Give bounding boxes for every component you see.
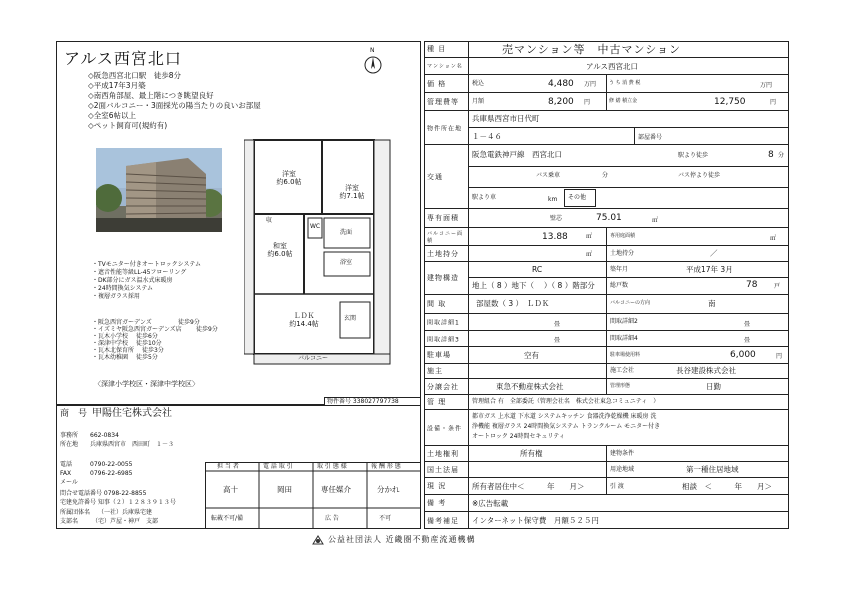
- row-structure: 建物構造 RC 地上（ 8 ）地下（ ）（ 8 ）階部分 築年月 平成17年 3月 総戸数 78 戸: [424, 262, 789, 295]
- land-share: ／: [710, 249, 718, 258]
- branch-name: （宅）芦屋・神戸 支部: [92, 518, 159, 525]
- nearby-4-dist: 徒歩10分: [136, 340, 162, 347]
- staff-header-1: 担 当 者: [217, 463, 239, 470]
- row-detail-1: 間取詳細1 畳 間取詳細2 畳: [424, 314, 789, 331]
- equipment-line-1: 都市ガス 上水道 下水道 システムキッチン 食器洗浄乾燥機 床暖房 洗: [472, 413, 657, 420]
- nearby-3-name: ・瓦木小学校: [92, 333, 129, 340]
- row-land-right: 土地持分 ㎡ 土地持分 ／: [424, 246, 789, 262]
- nearby-1-name: ・阪急西宮ガーデンズ: [92, 319, 152, 326]
- company-name-label: 商 号: [60, 409, 88, 419]
- nearby-2-dist: 徒歩9分: [196, 326, 218, 333]
- company-name: 甲陽住宅株式会社: [92, 408, 172, 419]
- room-balcony: バルコニー: [298, 355, 329, 362]
- parking: 空有: [524, 351, 539, 360]
- remarks-supplement: インターネット保守費 月額５２５円: [472, 516, 599, 525]
- staff-footer-1: 転載不可/備: [211, 515, 244, 522]
- feature-6: ◇ペット飼育可(規約有): [88, 121, 168, 130]
- row-area: 専有面積 壁芯 75.01 ㎡: [424, 209, 789, 228]
- nearby-1-dist: 徒歩9分: [178, 319, 200, 326]
- staff-value-1: 高十: [223, 485, 238, 494]
- row-land-right-2: 土地権利 所有権 建物条件: [424, 446, 789, 462]
- staff-value-3: 専任媒介: [321, 485, 351, 494]
- nearby-2-name: ・イズミヤ阪急西宮ガーデンズ店: [92, 326, 182, 333]
- nearby-6-name: ・瓦木幼稚園: [92, 354, 129, 361]
- floor-area: 75.01: [596, 213, 622, 223]
- row-equipment: 設備・条件 都市ガス 上水道 下水道 システムキッチン 食器洗浄乾燥機 床暖房 洗 浄機能 複層ガラス 24時間換気システム トランクルーム モニター付き オートロック 24時間セキュリティ: [424, 410, 789, 446]
- current-status: 所有者居住中＜ 年 月＞: [472, 482, 585, 491]
- equipment-line-3: オートロック 24時間セキュリティ: [472, 433, 565, 440]
- office-label: 事務所: [60, 432, 79, 439]
- delivery: 相談 ＜ 年 月＞: [682, 482, 772, 491]
- balcony-direction: 南: [708, 299, 716, 308]
- room-western-2: 洋室 約7.1帖: [339, 184, 365, 201]
- nearby-6-dist: 徒歩5分: [136, 354, 158, 361]
- row-remarks-2: 備考補足 インターネット保守費 月額５２５円: [424, 512, 789, 529]
- staff-footer-3: 広 告: [325, 515, 339, 522]
- row-seller: 分譲会社 東急不動産株式会社 管理形態 日勤: [424, 379, 789, 395]
- layout: 部屋数（ 3 ） ＬＤＫ: [476, 299, 550, 308]
- equipment-4: ・24時間換気システム: [92, 285, 154, 292]
- org-name: （一社）兵庫県宅建: [98, 509, 153, 516]
- license-no: 宅建免許番号 知事（２）１２８３９１３号: [60, 499, 176, 506]
- management-type: 日勤: [706, 382, 721, 391]
- equipment-5: ・複層ガラス採用: [92, 293, 140, 300]
- room-wc: WC: [310, 223, 321, 230]
- feature-2: ◇平成17年3月築: [88, 81, 146, 90]
- row-traffic: 交通 阪急電鉄神戸線 西宮北口 駅より徒歩 8 分 バス乗車 分 バス停より徒歩 駅より車 km その他: [424, 145, 789, 209]
- school-district: 〈深津小学校区・深津中学校区〉: [94, 380, 199, 388]
- staff-value-2: 岡田: [277, 485, 292, 494]
- row-remarks: 備 考 ※広告転載: [424, 495, 789, 512]
- zoning: 第一種住居地域: [686, 465, 739, 474]
- row-zoning: 国土法届 用途地域 第一種住居地域: [424, 462, 789, 478]
- total-units: 78: [746, 280, 758, 290]
- equipment-1: ・TVモニター付きオートロックシステム: [92, 261, 202, 268]
- row-price: 価 格 税込 4,480 万円 う ち 消 費 税 万円: [424, 75, 789, 93]
- postal-code: 662-0834: [90, 432, 119, 439]
- row-balcony-area: バルコニー面積 13.88 ㎡ 専用庭面積 ㎡: [424, 228, 789, 246]
- location-address-2: １－４６: [472, 132, 502, 141]
- seller: 東急不動産株式会社: [496, 382, 564, 391]
- staff-table: [205, 462, 421, 529]
- location-address: 兵庫県西宮市日代町: [472, 114, 540, 123]
- row-layout: 間 取 部屋数（ 3 ） ＬＤＫ バルコニーの方向 南: [424, 295, 789, 314]
- built-date: 平成17年 3月: [686, 265, 733, 274]
- staff-value-4: 分かれ: [377, 485, 400, 494]
- row-current: 現 況 所有者居住中＜ 年 月＞ 引 渡 相談 ＜ 年 月＞: [424, 478, 789, 495]
- company-tel: 0790-22-0055: [90, 461, 133, 468]
- parking-fee: 6,000: [730, 350, 756, 360]
- row-location: 物件所在地 兵庫県西宮市日代町 １－４６ 部屋番号: [424, 111, 789, 145]
- staff-header-2: 電 話 取 引: [263, 463, 293, 470]
- remarks: ※広告転載: [472, 499, 509, 508]
- nearby-5-name: ・瓦木北保育所: [92, 347, 135, 354]
- floor-plan: [244, 134, 394, 366]
- staff-header-4: 報 酬 形 態: [371, 463, 401, 470]
- equipment-line-2: 浄機能 複層ガラス 24時間換気システム トランクルーム モニター付き: [472, 423, 661, 430]
- mansion-name: アルス西宮北口: [586, 62, 638, 71]
- row-builder: 施主 施工会社 長谷建設株式会社: [424, 364, 789, 379]
- feature-1: ◇阪急西宮北口駅 徒歩8分: [88, 71, 182, 80]
- footer-text: 公益社団法人 近畿圏不動産流通機構: [328, 535, 476, 544]
- floors: 地上（ 8 ）地下（ ）（ 8 ）階部分: [472, 281, 595, 290]
- mail-label: メール: [60, 479, 78, 486]
- mgmt-fee-value: 8,200: [548, 97, 574, 107]
- row-detail-2: 間取詳細3 畳 間取詳細4 畳: [424, 331, 789, 347]
- row-parking: 駐車場 空有 駐車場使用料 6,000 円: [424, 347, 789, 364]
- staff-header-3: 取 引 態 様: [317, 463, 347, 470]
- feature-3: ◇南西角部屋、最上階につき眺望良好: [88, 91, 214, 100]
- equipment-3: ・DK部分にガス温水式床暖房: [92, 277, 173, 284]
- room-wash: 洗面: [340, 229, 353, 236]
- price-value: 4,480: [548, 79, 574, 89]
- tel-label: 電話: [60, 461, 73, 468]
- structure: RC: [532, 265, 543, 274]
- staff-footer-4: 不可: [379, 515, 392, 522]
- row-mgmt-fee: 管理費等 月額 8,200 円 修 繕 積立金 12,750 円: [424, 93, 789, 111]
- room-entrance: 玄関: [344, 315, 357, 322]
- company-address: 兵庫県西宮市 西田町 １－３: [90, 441, 175, 448]
- land-right: 所有権: [520, 449, 543, 458]
- row-manage: 管 理 管理組合 有 全部委託（管理会社名 株式会社東急コミュニティ ）: [424, 395, 789, 410]
- train-line: 阪急電鉄神戸線 西宮北口: [472, 150, 562, 159]
- construction-company: 長谷建設株式会社: [676, 366, 736, 375]
- row-type: 種 目 売マンション等 中古マンション: [424, 41, 789, 58]
- balcony-area: 13.88: [542, 232, 568, 242]
- room-ldk: ＬＤＫ 約14.4帖: [289, 312, 319, 329]
- room-japanese: 和室 約6.0帖: [267, 242, 293, 259]
- listing-type: 売マンション等 中古マンション: [502, 43, 682, 56]
- org-label: 所属団体名: [60, 509, 91, 516]
- nearby-4-name: ・深津中学校: [92, 340, 129, 347]
- company-fax: 0796-22-6985: [90, 470, 133, 477]
- room-bath: 浴室: [340, 259, 353, 266]
- room-closet: 収: [266, 217, 273, 224]
- row-name: マンション名 アルス西宮北口: [424, 58, 789, 75]
- equipment-2: ・遮音性能等級LL-45フローリング: [92, 269, 187, 276]
- management: 管理組合 有 全部委託（管理会社名 株式会社東急コミュニティ ）: [472, 398, 660, 405]
- inquiry-tel: 問合せ電話番号 0798-22-8855: [60, 490, 147, 497]
- feature-4: ◇2面バルコニー・3面採光の陽当たりの良いお部屋: [88, 101, 261, 110]
- building-photo: [96, 148, 222, 232]
- address-label: 所在地: [60, 441, 79, 448]
- nearby-5-dist: 徒歩3分: [142, 347, 164, 354]
- association-logo-icon: [312, 535, 324, 545]
- branch-label: 支部名: [60, 518, 79, 525]
- property-title: アルス西宮北口: [64, 49, 182, 68]
- repair-fund-value: 12,750: [714, 97, 746, 107]
- fax-label: FAX: [60, 470, 72, 477]
- compass: N: [362, 48, 384, 74]
- room-western-1: 洋室 約6.0帖: [276, 170, 302, 187]
- nearby-3-dist: 徒歩6分: [136, 333, 158, 340]
- feature-5: ◇全室6帖以上: [88, 111, 137, 120]
- walk-minutes: 8: [768, 150, 774, 160]
- property-number: 物件番号 338027797738: [324, 397, 421, 406]
